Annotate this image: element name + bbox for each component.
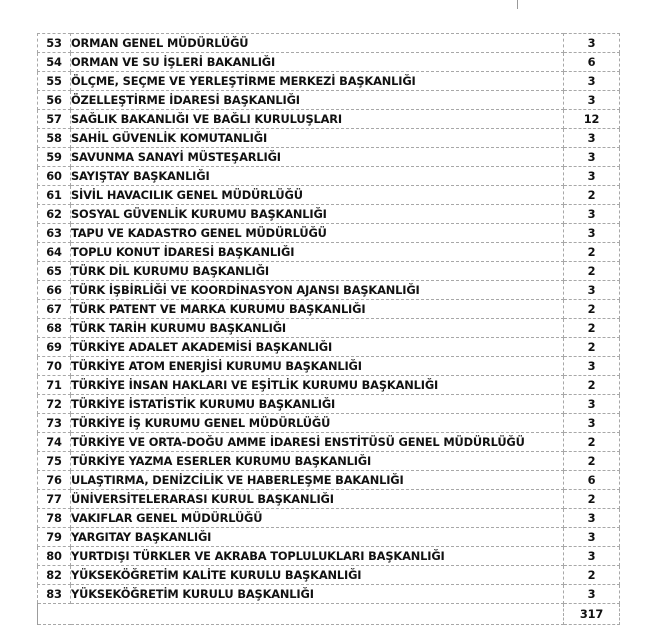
row-number: 68 [38,319,71,338]
row-number: 67 [38,300,71,319]
total-label-cell [38,604,564,625]
quota-count: 6 [564,471,620,490]
row-number: 69 [38,338,71,357]
institution-name: TÜRK PATENT VE MARKA KURUMU BAŞKANLIĞI [71,300,564,319]
table-row [38,547,620,566]
row-number: 60 [38,167,71,186]
quota-count: 6 [564,53,620,72]
table-row [38,471,620,490]
institution-name: ÜNİVERSİTELERARASI KURUL BAŞKANLIĞI [71,490,564,509]
total-count: 317 [564,604,620,625]
row-number: 56 [38,91,71,110]
table-row [38,53,620,72]
institution-name: TAPU VE KADASTRO GENEL MÜDÜRLÜĞÜ [71,224,564,243]
table-body [38,34,620,604]
row-number: 79 [38,528,71,547]
row-number: 66 [38,281,71,300]
quota-count: 2 [564,300,620,319]
table-row [38,186,620,205]
quota-count: 2 [564,376,620,395]
row-number: 76 [38,471,71,490]
quota-count: 3 [564,395,620,414]
institution-name: TÜRK TARİH KURUMU BAŞKANLIĞI [71,319,564,338]
quota-count: 3 [564,547,620,566]
institution-name: TÜRKİYE VE ORTA-DOĞU AMME İDARESİ ENSTİTÜSÜ GENEL MÜDÜRLÜĞÜ [71,433,564,452]
table-row [38,110,620,129]
institution-name: SAVUNMA SANAYİ MÜSTEŞARLIĞI [71,148,564,167]
institution-name: ÖLÇME, SEÇME VE YERLEŞTİRME MERKEZİ BAŞKANLIĞI [71,72,564,91]
row-number: 70 [38,357,71,376]
quota-count: 2 [564,186,620,205]
quota-count: 2 [564,452,620,471]
row-number: 62 [38,205,71,224]
row-number: 83 [38,585,71,604]
institution-name: TÜRKİYE İSTATİSTİK KURUMU BAŞKANLIĞI [71,395,564,414]
institution-name: VAKIFLAR GENEL MÜDÜRLÜĞÜ [71,509,564,528]
row-number: 58 [38,129,71,148]
table-row [38,281,620,300]
quota-count: 2 [564,566,620,585]
row-number: 65 [38,262,71,281]
institution-name: TÜRKİYE İNSAN HAKLARI VE EŞİTLİK KURUMU BAŞKANLIĞI [71,376,564,395]
table-row [38,224,620,243]
row-number: 59 [38,148,71,167]
institution-name: SOSYAL GÜVENLİK KURUMU BAŞKANLIĞI [71,205,564,224]
quota-count: 3 [564,129,620,148]
quota-count: 2 [564,262,620,281]
row-number: 54 [38,53,71,72]
institution-name: TÜRKİYE İŞ KURUMU GENEL MÜDÜRLÜĞÜ [71,414,564,433]
table-row [38,243,620,262]
institution-quota-table [37,33,620,625]
table-row [38,528,620,547]
table-row [38,205,620,224]
table-row [38,509,620,528]
institution-name: ORMAN GENEL MÜDÜRLÜĞÜ [71,34,564,53]
quota-count: 3 [564,281,620,300]
institution-name: ULAŞTIRMA, DENİZCİLİK VE HABERLEŞME BAKANLIĞI [71,471,564,490]
quota-count: 3 [564,72,620,91]
institution-name: YARGITAY BAŞKANLIĞI [71,528,564,547]
row-number: 73 [38,414,71,433]
institution-name: ORMAN VE SU İŞLERİ BAKANLIĞI [71,53,564,72]
institution-name: TÜRKİYE YAZMA ESERLER KURUMU BAŞKANLIĞI [71,452,564,471]
quota-count: 3 [564,148,620,167]
total-row [38,604,620,625]
row-number: 57 [38,110,71,129]
scan-mark [517,0,518,9]
quota-count: 2 [564,319,620,338]
row-number: 72 [38,395,71,414]
institution-name: ÖZELLEŞTİRME İDARESİ BAŞKANLIĞI [71,91,564,110]
institution-name: TÜRK DİL KURUMU BAŞKANLIĞI [71,262,564,281]
quota-count: 3 [564,509,620,528]
quota-count: 3 [564,91,620,110]
institution-name: YÜKSEKÖĞRETİM KURULU BAŞKANLIĞI [71,585,564,604]
table-row [38,566,620,585]
table-row [38,452,620,471]
table-row [38,376,620,395]
quota-count: 3 [564,585,620,604]
table-row [38,300,620,319]
quota-count: 2 [564,243,620,262]
row-number: 82 [38,566,71,585]
quota-count: 3 [564,167,620,186]
quota-count: 2 [564,338,620,357]
institution-name: SİVİL HAVACILIK GENEL MÜDÜRLÜĞÜ [71,186,564,205]
institution-name: YÜKSEKÖĞRETİM KALİTE KURULU BAŞKANLIĞI [71,566,564,585]
institution-name: SAHİL GÜVENLİK KOMUTANLIĞI [71,129,564,148]
table-row [38,490,620,509]
table-row [38,167,620,186]
institution-name: TÜRKİYE ATOM ENERJİSİ KURUMU BAŞKANLIĞI [71,357,564,376]
table-row [38,585,620,604]
quota-count: 2 [564,490,620,509]
quota-count: 3 [564,205,620,224]
institution-name: YURTDIŞI TÜRKLER VE AKRABA TOPLULUKLARI BAŞKANLIĞI [71,547,564,566]
table-row [38,129,620,148]
table-row [38,91,620,110]
quota-count: 3 [564,34,620,53]
institution-name: SAYIŞTAY BAŞKANLIĞI [71,167,564,186]
row-number: 77 [38,490,71,509]
institution-name: TÜRK İŞBİRLİĞİ VE KOORDİNASYON AJANSI BAŞKANLIĞI [71,281,564,300]
table-row [38,34,620,53]
row-number: 64 [38,243,71,262]
quota-count: 3 [564,357,620,376]
row-number: 74 [38,433,71,452]
row-number: 55 [38,72,71,91]
table-row [38,262,620,281]
row-number: 75 [38,452,71,471]
institution-name: TÜRKİYE ADALET AKADEMİSİ BAŞKANLIĞI [71,338,564,357]
table-row [38,148,620,167]
row-number: 61 [38,186,71,205]
institution-name: TOPLU KONUT İDARESİ BAŞKANLIĞI [71,243,564,262]
row-number: 53 [38,34,71,53]
row-number: 80 [38,547,71,566]
institution-name: SAĞLIK BAKANLIĞI VE BAĞLI KURULUŞLARI [71,110,564,129]
row-number: 78 [38,509,71,528]
table-row [38,433,620,452]
quota-count: 12 [564,110,620,129]
table-row [38,338,620,357]
table-row [38,357,620,376]
table-row [38,319,620,338]
quota-count: 3 [564,224,620,243]
table-row [38,414,620,433]
quota-count: 3 [564,414,620,433]
row-number: 63 [38,224,71,243]
table-row [38,395,620,414]
row-number: 71 [38,376,71,395]
quota-count: 2 [564,433,620,452]
table-row [38,72,620,91]
quota-count: 3 [564,528,620,547]
